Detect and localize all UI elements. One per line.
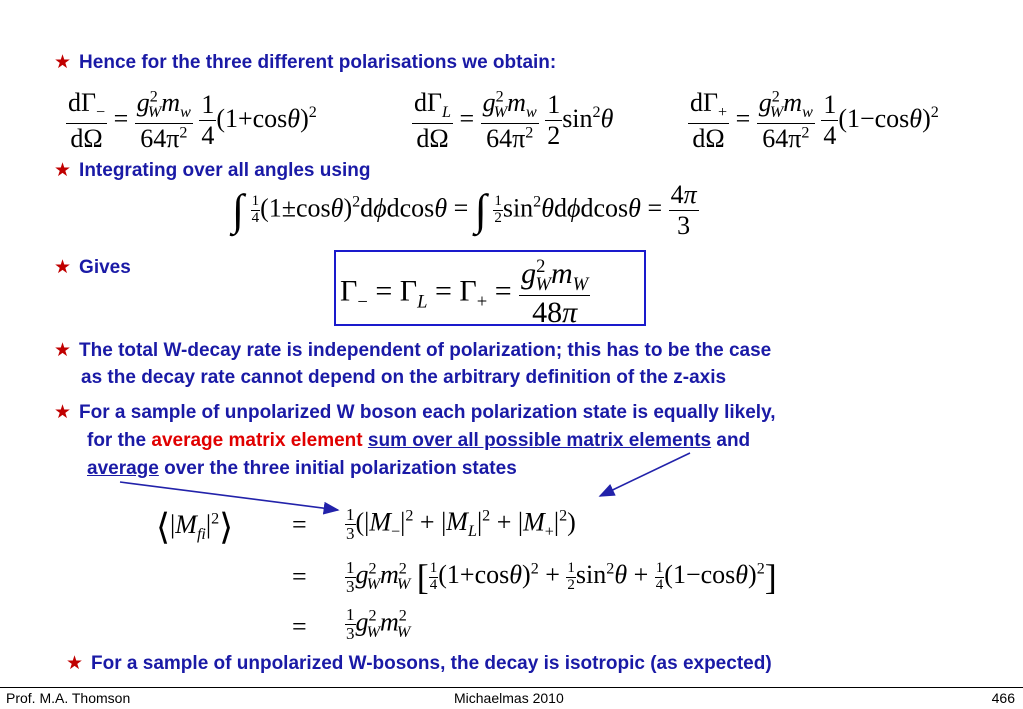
star-bullet-icon: ★ [54,160,72,181]
equals-sign: = [292,612,307,641]
line3-suffix: over the three initial polarization states [158,458,517,479]
arrow-icon [600,453,690,496]
integral-equation: ∫ $\frac{1}{4}$ $(1\pm\cos\theta)^2d\phi dcos\theta$ = ∫ $\frac{1}{2}$ $\sin^2\theta d\phi dcos\theta$ = $\frac{4\pi}{3}$ [232,180,697,240]
average-label: average [87,458,159,479]
line2-suffix: and [711,430,751,451]
star-bullet-icon: ★ [54,52,72,73]
slide-footer [0,687,1023,709]
line2-prefix: for the [87,430,152,451]
bullet-text: Gives [79,257,131,278]
matrix-element-rhs1: $\frac{1}{3}$ $(|M_-|^2 + |M_L|^2 + |M_+|^2)$ [346,505,576,543]
star-bullet-icon: ★ [54,402,72,423]
bullet-text-line1: For a sample of unpolarized W boson each polarization state is equally likely, [79,402,776,423]
matrix-element-rhs2: $\frac{1}{3}$ $g^2_Wm^2_W$ [ $\frac{1}{4}$ $(1+\cos\theta)^2$ + $\frac{1}{2}$ $\sin^2\theta$ + $\frac{1}{4}$ $(1-\cos\theta)^2$] [346,557,777,597]
bullet-text: Hence for the three different polarisations we obtain: [79,52,557,73]
footer-term: Michaelmas 2010 [454,690,564,706]
equation-gamma-plus: $\frac{d\Gamma_+}{d\Omega}$ = $\frac{g^2_Wm_w}{64\pi^2}$ $\frac{1}{4}$ $(1-\cos\theta)^2$ [690,88,939,153]
sum-matrix-elements-label: sum over all possible matrix elements [367,430,712,451]
star-bullet-icon: ★ [66,653,84,674]
total-width-equation: $\Gamma_- = \Gamma_L = \Gamma_+$ = $\frac{g^2_Wm_W}{48\pi}$ [340,256,589,330]
matrix-element-rhs3: $\frac{1}{3}$ $g^2_Wm^2_W$ [346,605,411,643]
bullet-text: For a sample of unpolarized W-bosons, the decay is isotropic (as expected) [91,653,772,674]
bullet-isotropic [66,650,772,677]
star-bullet-icon: ★ [54,257,72,278]
bullet-text-line1: The total W-decay rate is independent of polarization; this has to be the case [79,340,772,361]
average-matrix-element-label: average matrix element [151,430,363,451]
equation-gamma-L: $\frac{d\Gamma_L}{d\Omega}$ = $\frac{g^2_Wm_w}{64\pi^2}$ $\frac{1}{2}$ $\sin^2\theta$ [414,88,614,153]
equals-sign: = [292,510,307,539]
matrix-element-row1: $⟨|M_{fi}|^2⟩$ [156,507,234,547]
equals-sign: = [292,562,307,591]
equation-gamma-minus: $\frac{d\Gamma_-}{d\Omega}$ = $\frac{g^2_Wm_w}{64\pi^2}$ $\frac{1}{4}$ $(1+\cos\theta)^2$ [68,88,317,153]
footer-page-number: 466 [991,690,1015,706]
footer-author: Prof. M.A. Thomson [6,690,131,706]
bullet-text: Integrating over all angles using [79,160,371,181]
star-bullet-icon: ★ [54,340,72,361]
bullet-text-line2: as the decay rate cannot depend on the arbitrary definition of the z-axis [81,367,727,388]
